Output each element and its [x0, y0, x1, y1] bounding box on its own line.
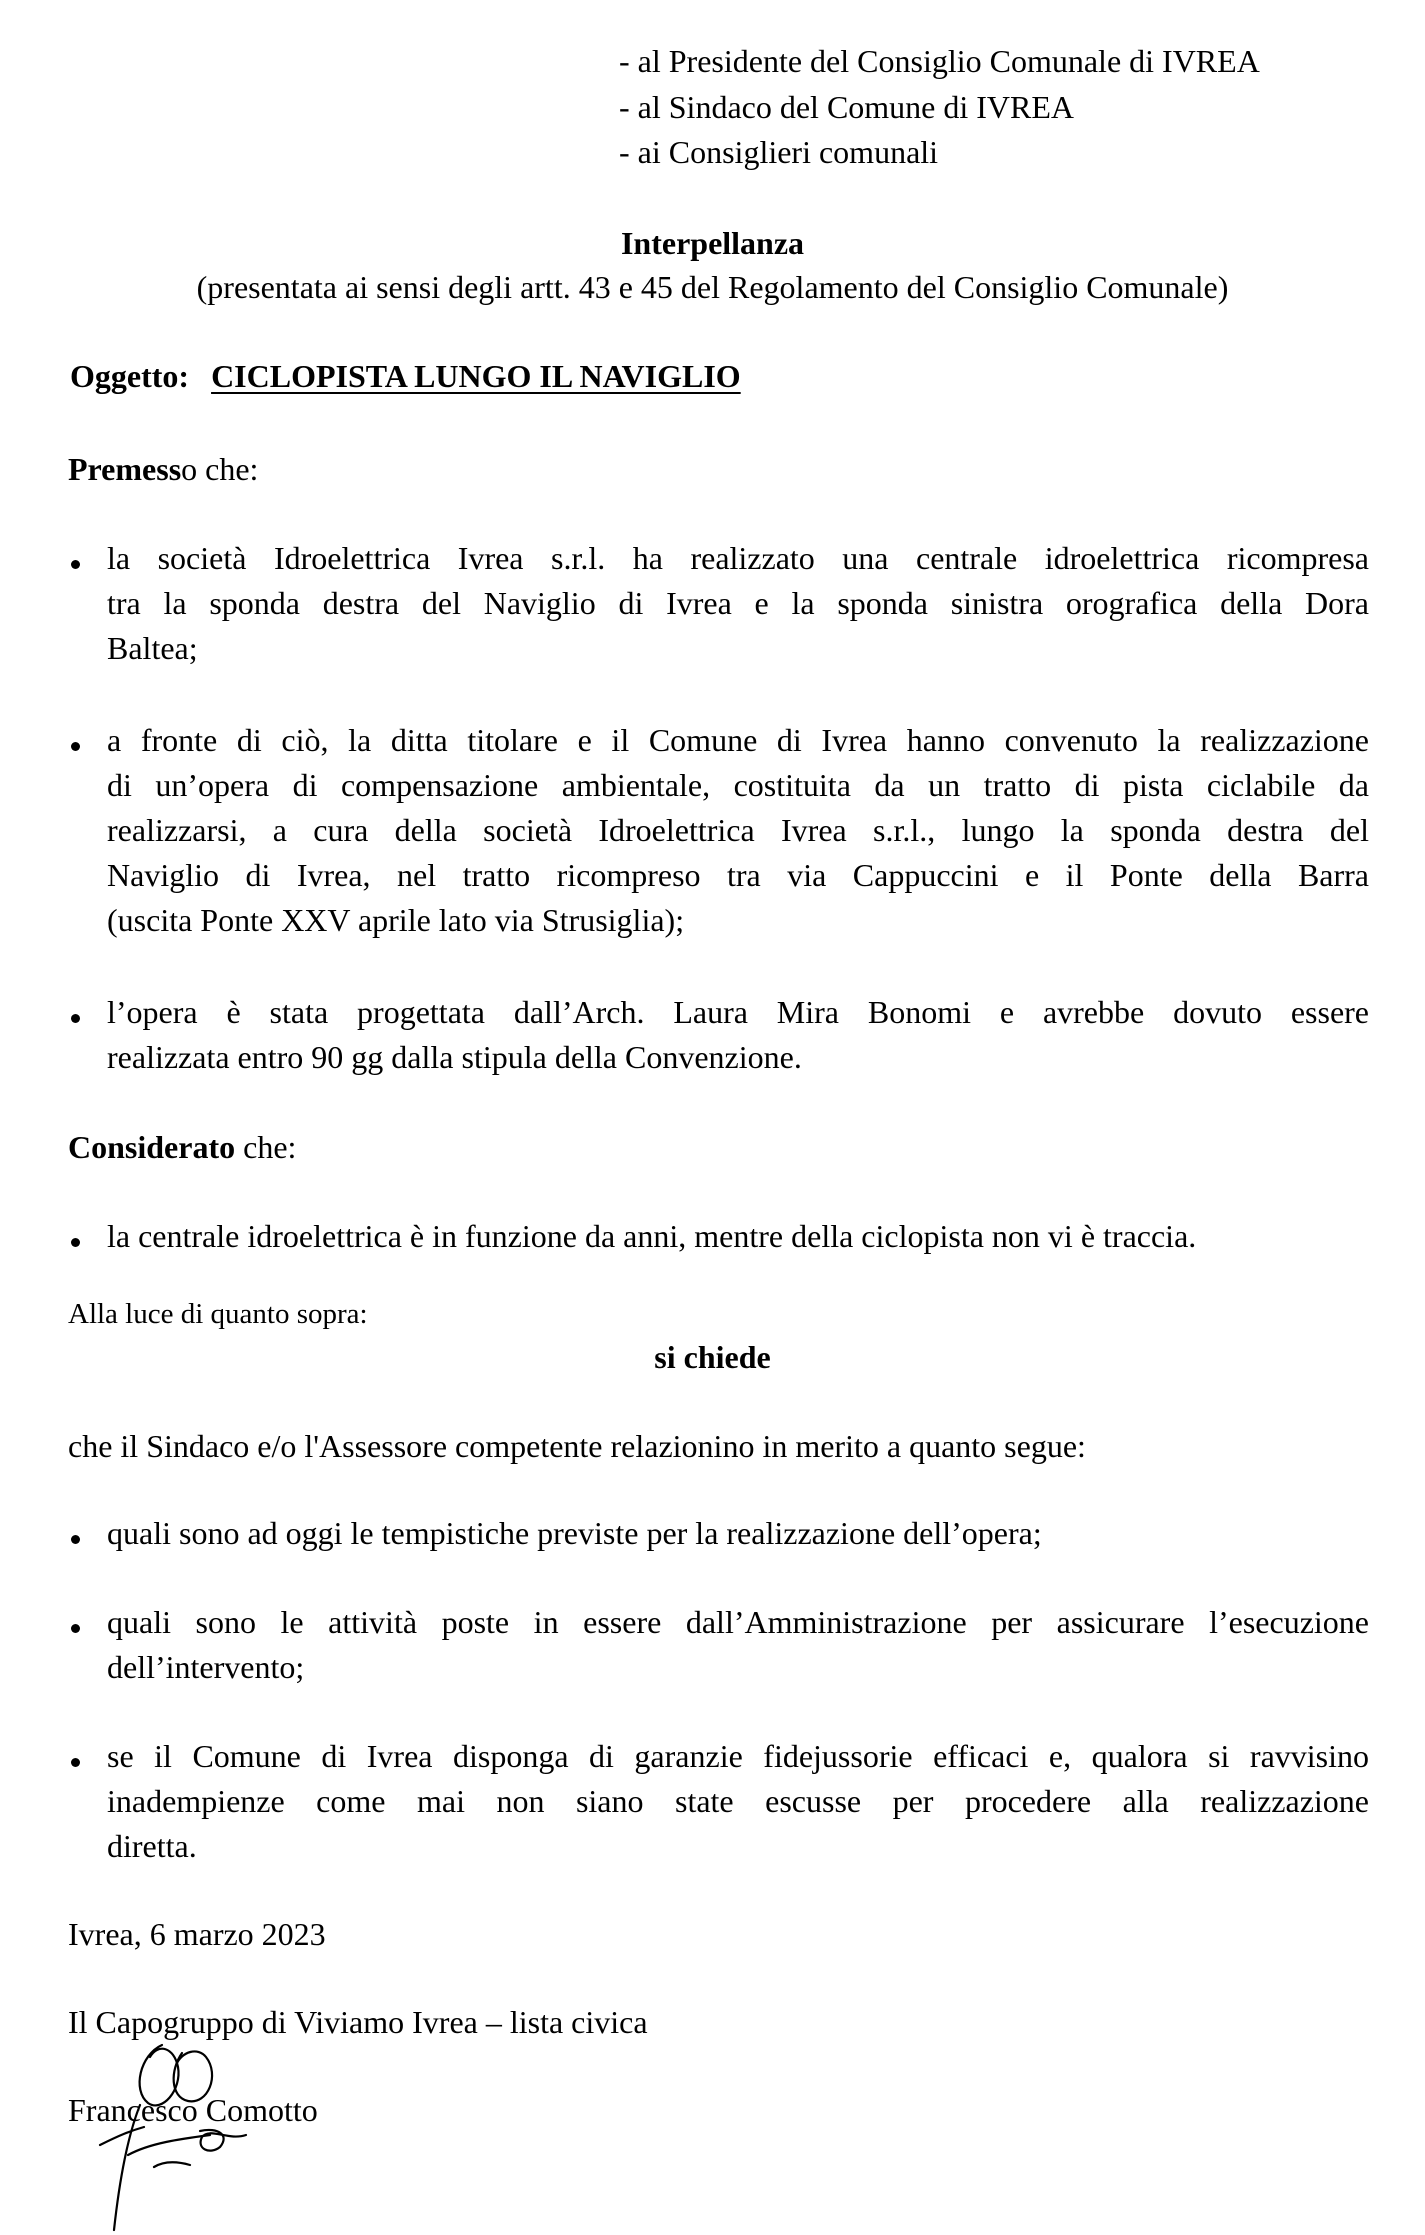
premesso-bullet-3-line-2: realizzata entro 90 gg dalla stipula della Convenzione. [107, 1039, 802, 1075]
document-type-note: (presentata ai sensi degli artt. 43 e 45 del Regolamento del Consiglio Comunale) [196, 269, 1229, 305]
bullet-marker [71, 1014, 80, 1023]
premesso-bullet-3-line-1: l’opera è stata progettata dall’Arch. Laura Mira Bonomi e avrebbe dovuto essere [107, 994, 1369, 1030]
subject-colon: : [178, 358, 190, 394]
signatory-role: Il Capogruppo di Viviamo Ivrea – lista civica [68, 2004, 648, 2040]
recipient-president: - al Presidente del Consiglio Comunale di IVREA [619, 43, 1260, 79]
premesso-heading-rest: o che: [181, 451, 259, 487]
request-3-line-3: diretta. [107, 1828, 197, 1864]
considerato-heading [68, 1125, 296, 1170]
bullet-marker [71, 1238, 80, 1247]
premesso-bullet-2-line-1: a fronte di ciò, la ditta titolare e il Comune di Ivrea hanno convenuto la realizzazione [107, 722, 1369, 758]
request-2-line-1: quali sono le attività poste in essere dall’Amministrazione per assicurare l’esecuzione [107, 1604, 1369, 1640]
si-chiede-heading: si chiede [654, 1339, 771, 1375]
request-3-line-1: se il Comune di Ivrea disponga di garanzie fidejussorie efficaci e, qualora si ravvisino [107, 1738, 1369, 1774]
request-2-line-2: dell’intervento; [107, 1649, 305, 1685]
bullet-marker [71, 742, 80, 751]
considerato-heading-bold: Considerato [68, 1129, 236, 1165]
premesso-heading [68, 447, 258, 492]
premesso-bullet-2-line-5: (uscita Ponte XXV aprile lato via Strusiglia); [107, 902, 685, 938]
premesso-bullet-2-line-2: di un’opera di compensazione ambientale, costituita da un tratto di pista ciclabile da [107, 767, 1369, 803]
bullet-marker [71, 1758, 80, 1767]
premesso-bullet-1-line-3: Baltea; [107, 630, 198, 666]
alla-luce-text: Alla luce di quanto sopra: [68, 1298, 368, 1330]
premesso-bullet-2-line-3: realizzarsi, a cura della società Idroelettrica Ivrea s.r.l., lungo la sponda destra del [107, 812, 1369, 848]
premesso-bullet-1-line-1: la società Idroelettrica Ivrea s.r.l. ha realizzato una centrale idroelettrica ricompresa [107, 540, 1369, 576]
handwritten-signature [70, 2035, 280, 2235]
bullet-marker [71, 1624, 80, 1633]
request-intro: che il Sindaco e/o l'Assessore competente relazionino in merito a quanto segue: [68, 1428, 1086, 1464]
premesso-bullet-1-line-2: tra la sponda destra del Naviglio di Ivrea e la sponda sinistra orografica della Dora [107, 585, 1369, 621]
request-3-line-2: inadempienze come mai non siano state escusse per procedere alla realizzazione [107, 1783, 1369, 1819]
considerato-bullet-1: la centrale idroelettrica è in funzione da anni, mentre della ciclopista non vi è traccia. [107, 1218, 1197, 1254]
premesso-heading-bold: Premess [68, 451, 182, 487]
premesso-bullet-2-line-4: Naviglio di Ivrea, nel tratto ricompreso tra via Cappuccini e il Ponte della Barra [107, 857, 1369, 893]
subject-value: CICLOPISTA LUNGO IL NAVIGLIO [211, 358, 741, 394]
considerato-heading-rest: che: [235, 1129, 297, 1165]
signatory-name: Francesco Comotto [68, 2092, 318, 2128]
subject-line [70, 354, 741, 399]
recipient-councillors: - ai Consiglieri comunali [619, 134, 939, 170]
subject-label: Oggetto [70, 358, 179, 394]
document-type-title: Interpellanza [620, 225, 805, 261]
recipient-mayor: - al Sindaco del Comune di IVREA [619, 89, 1075, 125]
request-1-line-1: quali sono ad oggi le tempistiche previste per la realizzazione dell’opera; [107, 1515, 1042, 1551]
bullet-marker [71, 1535, 80, 1544]
bullet-marker [71, 560, 80, 569]
document-date: Ivrea, 6 marzo 2023 [68, 1916, 326, 1952]
